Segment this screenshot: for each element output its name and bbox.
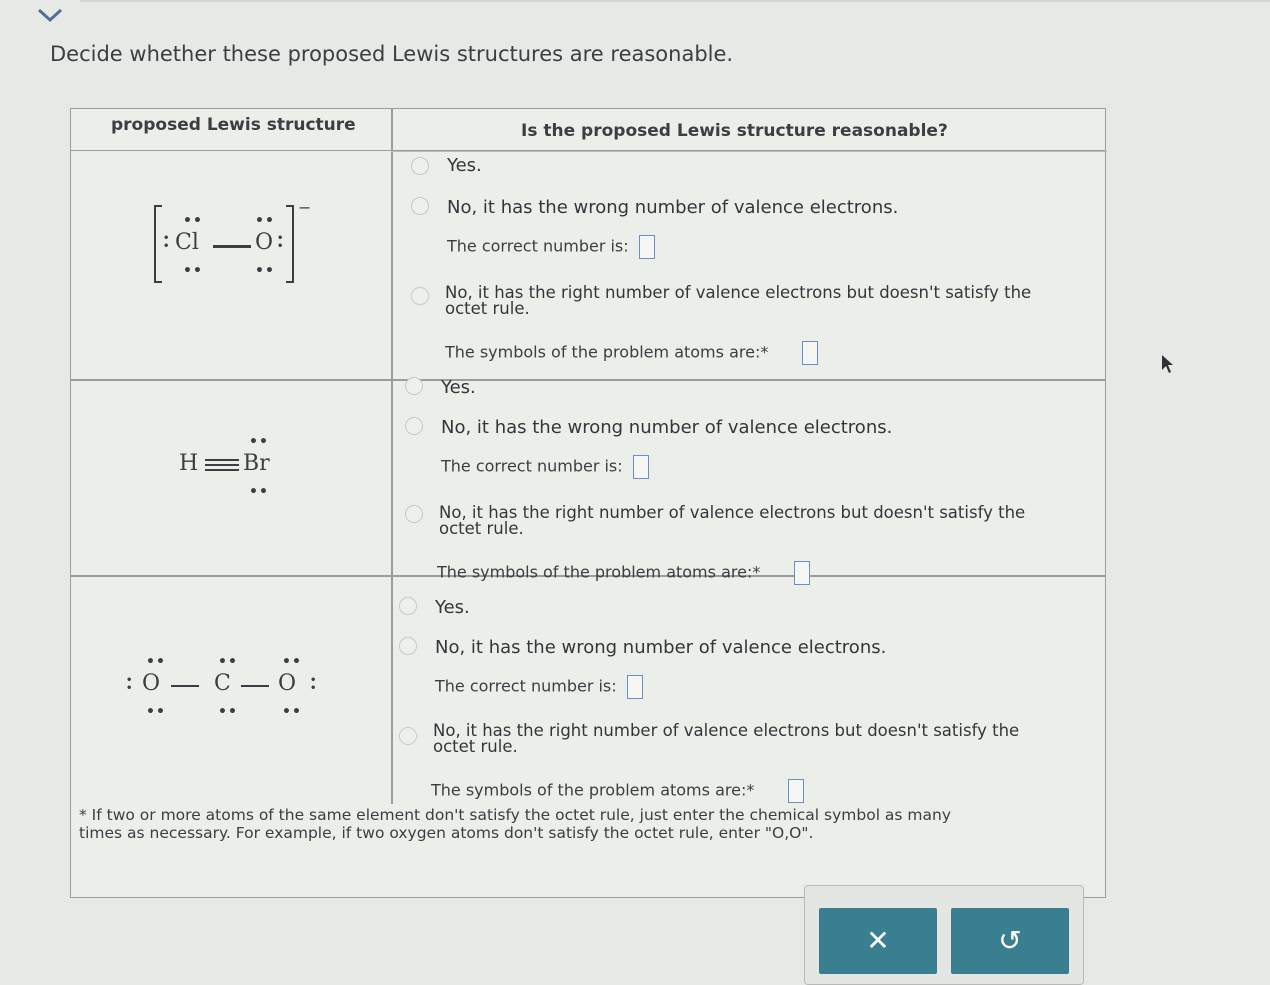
option-yes-3[interactable]: Yes.: [435, 597, 470, 618]
correct-number-input-3[interactable]: [627, 675, 643, 699]
problem-atoms-label-1: The symbols of the problem atoms are:*: [445, 341, 818, 365]
right-bracket: [285, 204, 295, 284]
correct-number-label-2: The correct number is:: [441, 455, 649, 479]
radio-yes-2[interactable]: [405, 377, 423, 395]
correct-number-input-1[interactable]: [639, 235, 655, 259]
atom-br: Br: [243, 451, 270, 476]
problem-atoms-input-1[interactable]: [802, 341, 818, 365]
lewis-structure-hbr: H •• Br ••: [179, 434, 270, 500]
lewis-structure-oco: • • •• O •• •• C •• •• O • • ••: [126, 654, 318, 720]
radio-wrong-electrons-1[interactable]: [411, 197, 429, 215]
option-octet-3[interactable]: No, it has the right number of valence electrons but doesn't satisfy the octet rule.: [433, 721, 1020, 756]
undo-button[interactable]: ↺: [951, 908, 1069, 974]
correct-number-input-2[interactable]: [633, 455, 649, 479]
top-divider: [80, 0, 1270, 2]
radio-wrong-electrons-2[interactable]: [405, 417, 423, 435]
correct-number-label-3: The correct number is:: [435, 675, 643, 699]
atom-o-right: O: [278, 671, 297, 696]
atom-h: H: [179, 451, 199, 476]
lewis-structure-table: [70, 108, 1106, 898]
single-bond: [213, 245, 251, 248]
atom-c: C: [214, 671, 231, 696]
option-wrong-electrons-3[interactable]: No, it has the wrong number of valence electrons.: [435, 637, 887, 658]
atom-cl: Cl: [175, 230, 199, 255]
option-wrong-electrons-2[interactable]: No, it has the wrong number of valence electrons.: [441, 417, 893, 438]
lewis-structure-clo: • • •• Cl •• •• O •• • • −: [153, 204, 313, 284]
column-divider: [391, 109, 393, 804]
action-buttons: [804, 885, 1084, 985]
option-yes-2[interactable]: Yes.: [441, 377, 476, 398]
problem-atoms-label-3: The symbols of the problem atoms are:*: [431, 779, 804, 803]
option-wrong-electrons-1[interactable]: No, it has the wrong number of valence electrons.: [447, 197, 899, 218]
option-octet-2[interactable]: No, it has the right number of valence electrons but doesn't satisfy the octet rule.: [439, 503, 1026, 538]
mouse-cursor-icon: [1160, 354, 1174, 374]
charge-label: −: [298, 198, 312, 217]
option-yes-1[interactable]: Yes.: [447, 155, 482, 176]
atom-o: O: [255, 230, 274, 255]
correct-number-label-1: The correct number is:: [447, 235, 655, 259]
radio-octet-2[interactable]: [405, 505, 423, 523]
radio-octet-3[interactable]: [399, 727, 417, 745]
option-octet-1[interactable]: No, it has the right number of valence electrons but doesn't satisfy the octet rule.: [445, 283, 1032, 318]
row-divider: [71, 379, 1105, 381]
clear-button[interactable]: ✕: [819, 908, 937, 974]
triple-bond: [205, 459, 239, 461]
atom-o-left: O: [142, 671, 161, 696]
column-header-structure: proposed Lewis structure: [111, 115, 356, 135]
left-bracket: [153, 204, 163, 284]
chevron-down-icon[interactable]: [34, 4, 66, 24]
problem-atoms-input-2[interactable]: [794, 561, 810, 585]
footnote: * If two or more atoms of the same element don't satisfy the octet rule, just enter the chemical symbol as many times as necessary. For example, if two oxygen atoms don't satisfy the octet rule, enter "O,O".: [79, 806, 952, 842]
single-bond: [171, 685, 199, 687]
radio-yes-1[interactable]: [411, 157, 429, 175]
question-prompt: Decide whether these proposed Lewis structures are reasonable.: [50, 42, 734, 66]
radio-wrong-electrons-3[interactable]: [399, 637, 417, 655]
column-header-reasonable: Is the proposed Lewis structure reasonable?: [521, 121, 948, 141]
problem-atoms-input-3[interactable]: [788, 779, 804, 803]
radio-octet-1[interactable]: [411, 287, 429, 305]
radio-yes-3[interactable]: [399, 597, 417, 615]
single-bond: [241, 685, 269, 687]
problem-atoms-label-2: The symbols of the problem atoms are:*: [437, 561, 810, 585]
table-header: [71, 109, 1105, 151]
